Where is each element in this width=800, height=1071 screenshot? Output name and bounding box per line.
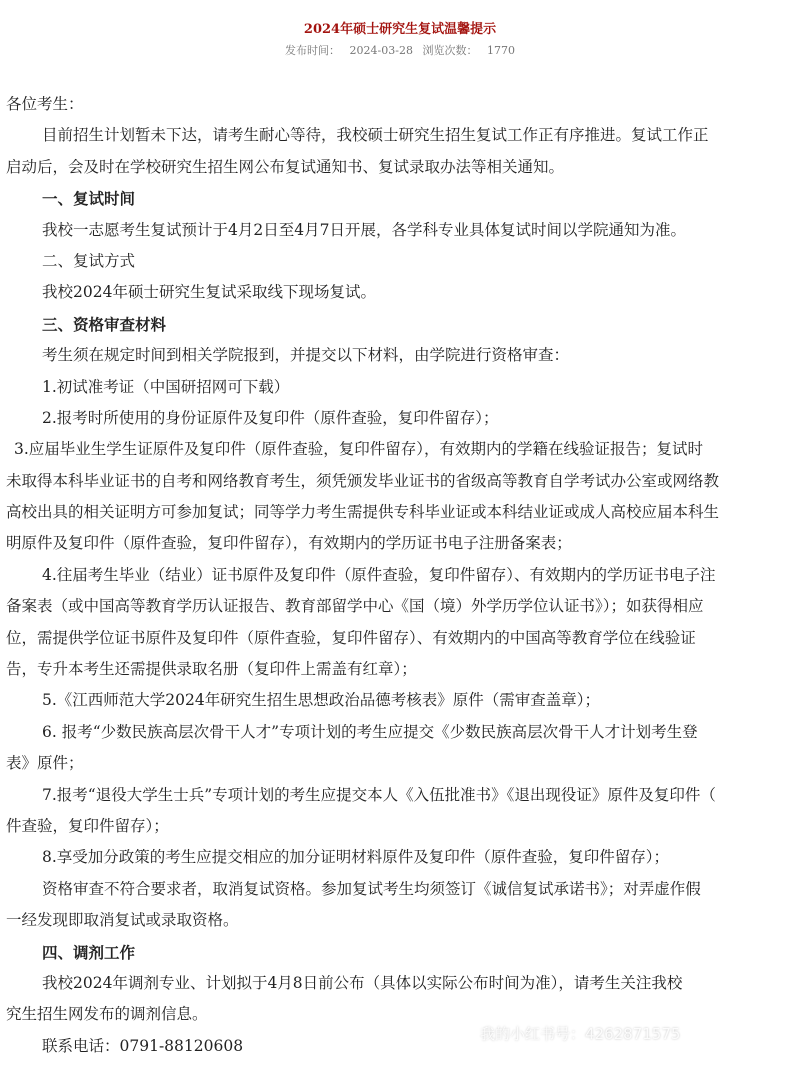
intro-line: 启动后，会及时在学校研究生招生网公布复试通知书、复试录取办法等相关通知。	[6, 157, 565, 176]
list-item-cont: 表》原件；	[6, 754, 84, 773]
list-item-cont: 明原件及复印件（原件查验，复印件留存），有效期内的学历证书电子注册备案表；	[6, 534, 572, 553]
contact-phone: 联系电话：0791-88120608	[42, 1036, 244, 1055]
greeting: 各位考生：	[6, 95, 84, 113]
section-heading: 三、资格审查材料	[42, 314, 167, 334]
publish-date: 2024-03-28	[349, 44, 413, 57]
list-item: 1.初试准考证（中国研招网可下载）	[42, 377, 290, 396]
article-meta	[0, 42, 800, 58]
list-item: 8.享受加分政策的考生应提交相应的加分证明材料原件及复印件（原件查验，复印件留存）；	[42, 848, 670, 867]
list-item-cont: 高校出具的相关证明方可参加复试；同等学力考生需提供专科毕业证或本科结业证或成人高校应届本科生	[6, 503, 720, 522]
publish-label: 发布时间：	[285, 44, 341, 57]
views-count: 1770	[486, 44, 515, 57]
paragraph-cont: 究生招生网发布的调剂信息。	[6, 1005, 208, 1024]
section-heading: 四、调剂工作	[42, 942, 136, 962]
list-item-cont: 位，需提供学位证书原件及复印件（原件查验，复印件留存）、有效期内的中国高等教育学位在线验证	[6, 628, 696, 647]
list-item: 2.报考时所使用的身份证原件及复印件（原件查验，复印件留存）；	[42, 408, 499, 427]
list-item: 7.报考“退役大学生士兵”专项计划的考生应提交本人《入伍批准书》《退出现役证》原件及复印件（	[42, 785, 716, 804]
paragraph: 考生须在规定时间到相关学院报到，并提交以下材料，由学院进行资格审查：	[42, 346, 570, 365]
views-label: 浏览次数：	[422, 44, 478, 57]
list-item-cont: 件查验，复印件留存）；	[6, 816, 169, 835]
paragraph: 资格审查不符合要求者，取消复试资格。参加复试考生均须签订《诚信复试承诺书》；对弄虚作假	[42, 879, 701, 898]
list-item-cont: 未取得本科毕业证书的自考和网络教育考生，须凭颁发毕业证书的省级高等教育自学考试办公室或网络教	[6, 471, 720, 490]
section-heading: 一、复试时间	[42, 189, 136, 209]
list-item-cont: 告，专升本考生还需提供录取名册（复印件上需盖有红章）；	[6, 660, 417, 679]
list-item: 5.《江西师范大学2024年研究生招生思想政治品德考核表》原件（需审查盖章）；	[42, 691, 600, 710]
article-header	[0, 0, 800, 70]
intro-line: 目前招生计划暂未下达，请考生耐心等待，我校硕士研究生招生复试工作正有序推进。复试工作正	[42, 126, 709, 145]
list-item-cont: 备案表（或中国高等教育学历认证报告、教育部留学中心《国（境）外学历学位认证书》）；如获得相应	[6, 597, 704, 616]
paragraph: 我校一志愿考生复试预计于4月2日至4月7日开展，各学科专业具体复试时间以学院通知为准。	[42, 220, 686, 239]
list-item: 6. 报考“少数民族高层次骨干人才”专项计划的考生应提交《少数民族高层次骨干人才计划考生登	[42, 722, 698, 741]
list-item: 4.往届考生毕业（结业）证书原件及复印件（原件查验，复印件留存）、有效期内的学历证书电子注	[42, 565, 716, 584]
article-body	[0, 89, 800, 1062]
paragraph-cont: 一经发现即取消复试或录取资格。	[6, 911, 239, 930]
paragraph: 我校2024年硕士研究生复试采取线下现场复试。	[42, 283, 376, 302]
section-heading: 二、复试方式	[42, 251, 136, 270]
list-item: 3.应届毕业生学生证原件及复印件（原件查验，复印件留存），有效期内的学籍在线验证报告；复试时	[14, 440, 704, 459]
article-title: 2024年硕士研究生复试温馨提示	[303, 22, 497, 37]
watermark: 我的小红书号：4262871575	[480, 1025, 681, 1043]
paragraph: 我校2024年调剂专业、计划拟于4月8日前公布（具体以实际公布时间为准），请考生关注我校	[42, 973, 683, 992]
